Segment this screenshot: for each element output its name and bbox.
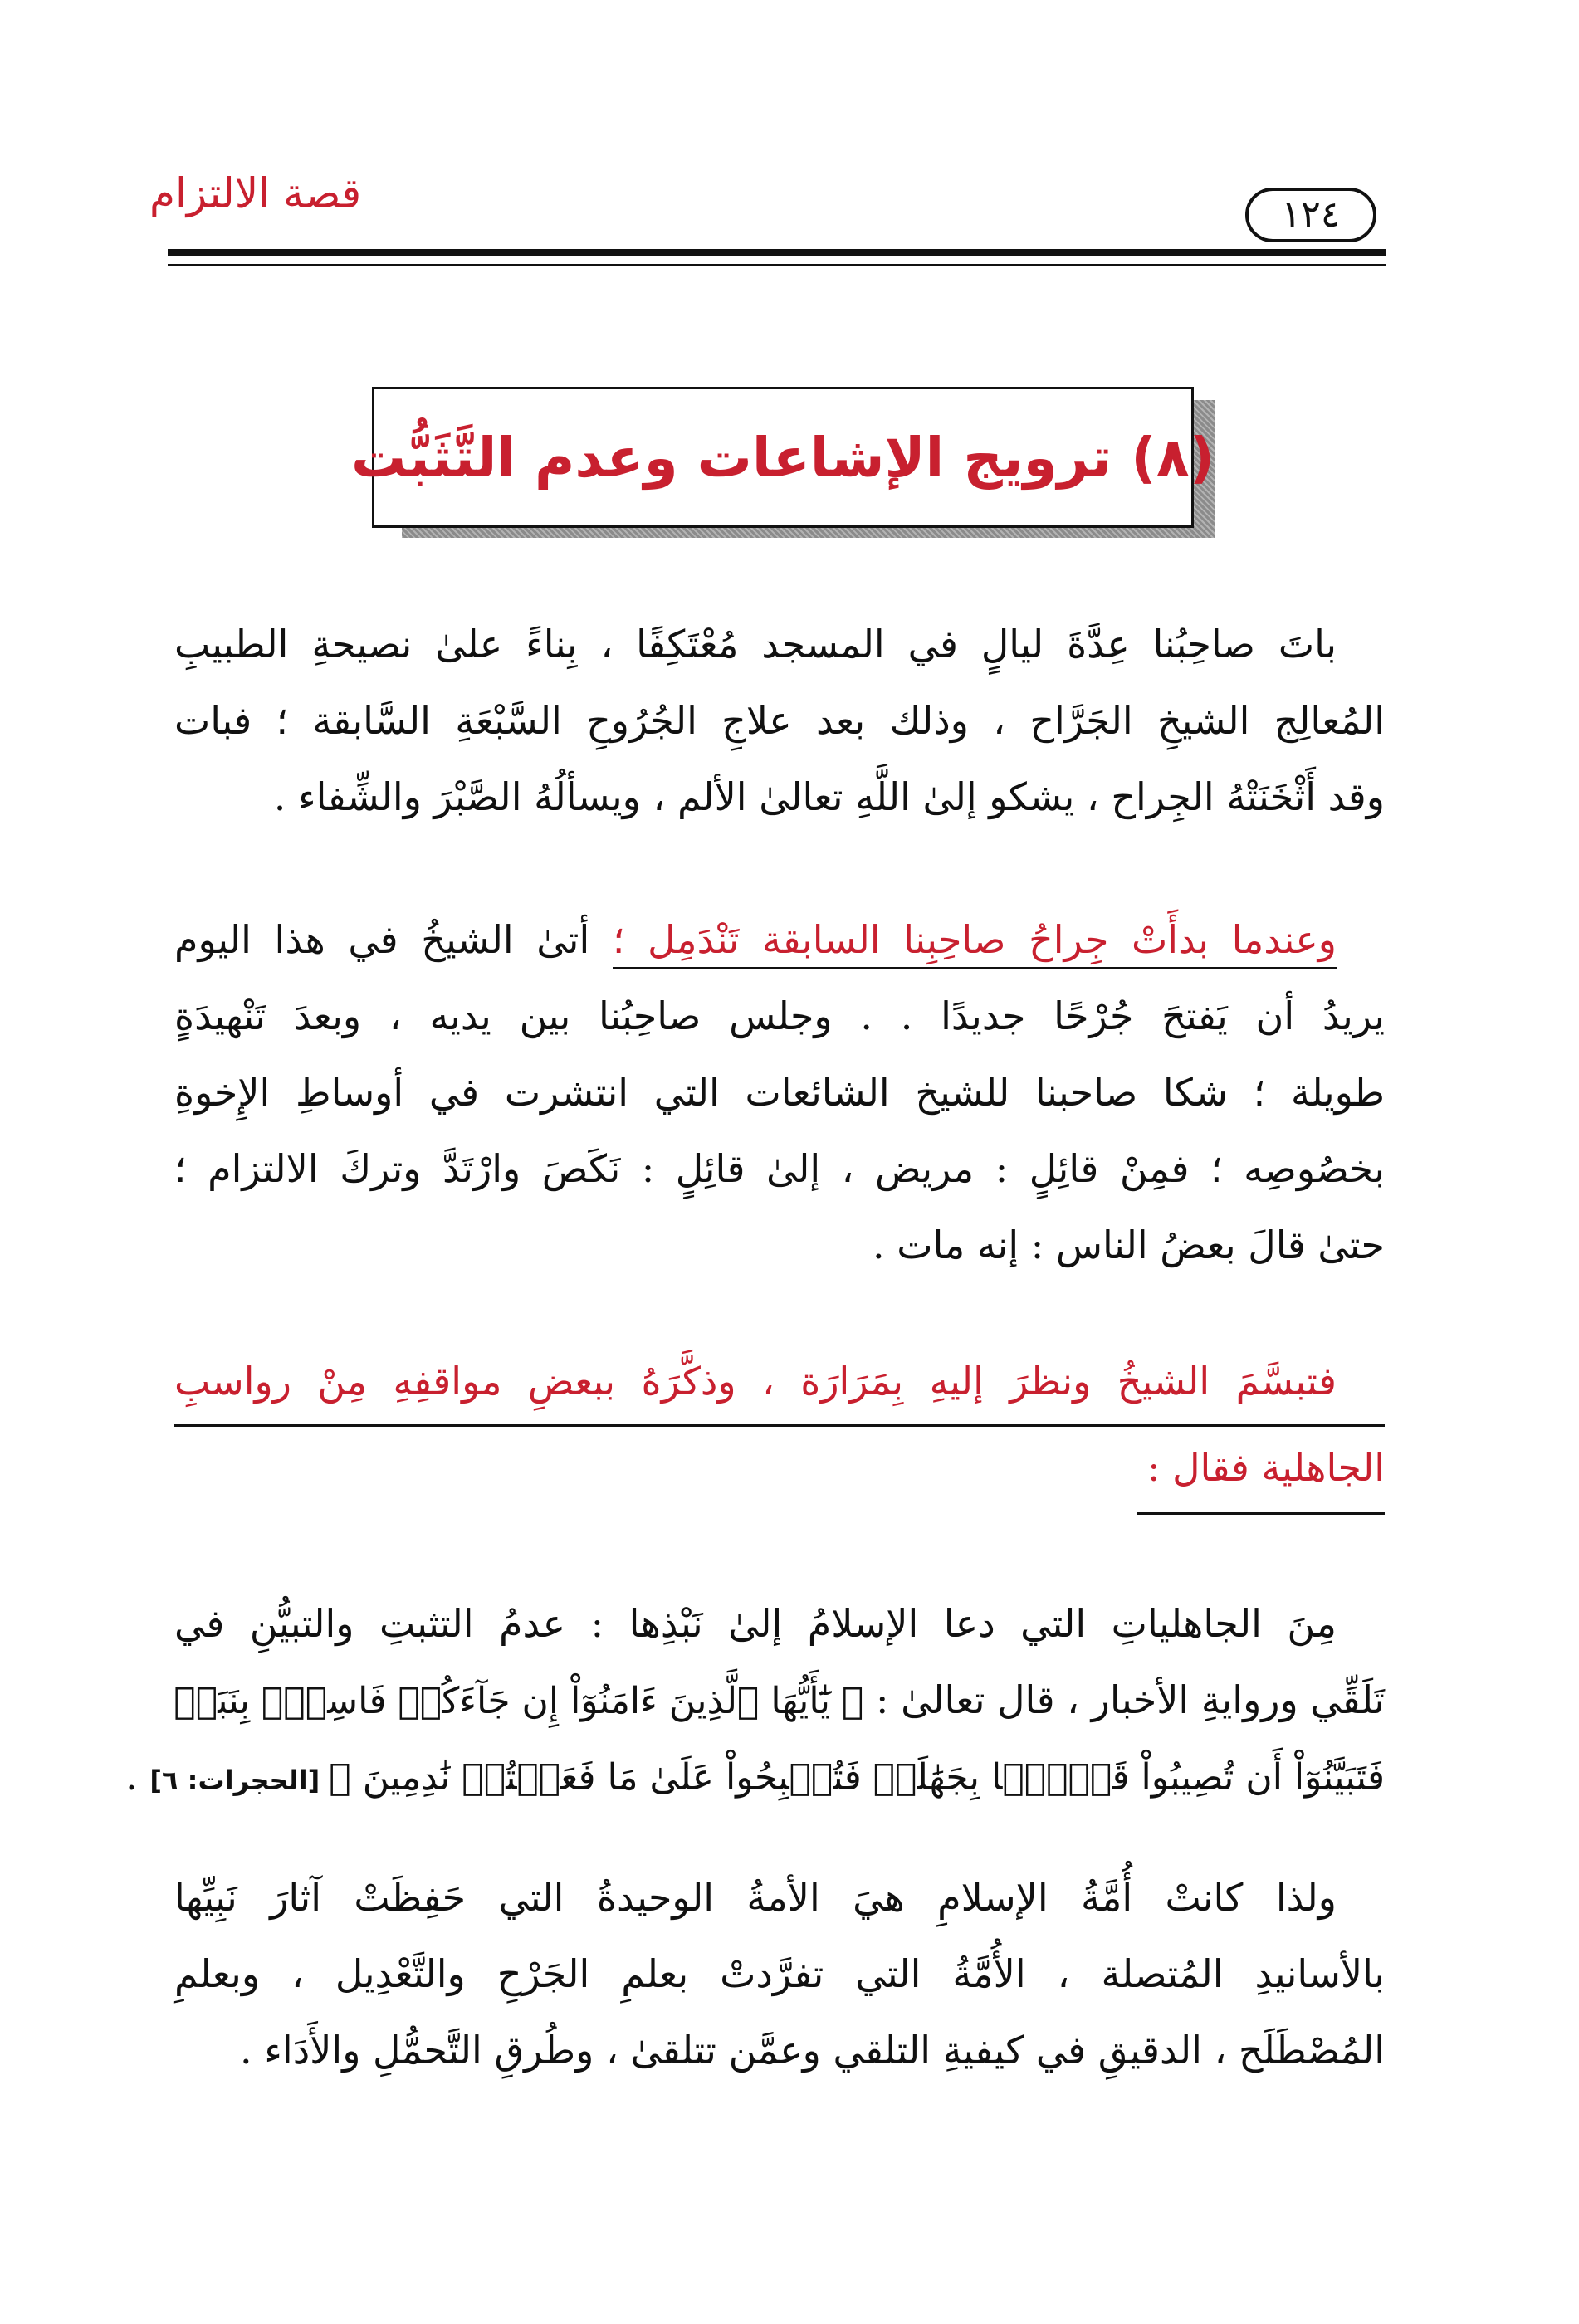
p2-line-5: حتىٰ قالَ بعضُ الناس : إنه مات . xyxy=(873,1223,1385,1267)
p2-line-4: بخصُوصِه ؛ فمِنْ قائِلٍ : مريض ، إلىٰ قائِلٍ : نَكَصَ وارْتَدَّ وتركَ الالتزام ؛ xyxy=(174,1146,1385,1191)
p5-line-1: ولذا كانتْ أُمَّةُ الإسلامِ هيَ الأمةُ الوحيدةُ التي حَفِظَتْ آثارَ نَبِيِّها xyxy=(174,1875,1337,1920)
p2-line-3: طويلة ؛ شكا صاحبنا للشيخ الشائعات التي انتشرت في أوساطِ الإِخوةِ xyxy=(174,1070,1385,1115)
p3-line-2: الجاهلية فقال : xyxy=(1147,1445,1385,1490)
p2-line-1-rest: أتىٰ الشيخُ في هذا اليوم xyxy=(174,917,613,962)
quran-reference: [الحجرات: ٦] xyxy=(149,1765,330,1796)
quran-verse-part-1: ﴿ يَٰٓأَيُّهَا ٱلَّذِينَ ءَامَنُوٓاْ إِن جَآءَكُمۡ فَاسِقُۢ بِنَبَإٖ xyxy=(174,1680,864,1722)
p5-line-3: المُصْطَلَح ، الدقيقِ في كيفيةِ التلقي وعمَّن تتلقىٰ ، وطُرقِ التَّحمُّلِ والأَدَاء . xyxy=(240,2028,1385,2073)
page-number: ١٢٤ xyxy=(1245,188,1376,242)
quran-verse-part-2: فَتَبَيَّنُوٓاْ أَن تُصِيبُواْ قَوۡمَۢا بِجَهَٰلَةٖ فَتُصۡبِحُواْ عَلَىٰ مَا فَعَلۡتُمۡ نَٰدِمِينَ ﴾ xyxy=(329,1756,1385,1799)
p4-line-1: مِنَ الجاهلياتِ التي دعا الإسلامُ إلىٰ نَبْذِها : عدمُ التثبتِ والتبيُّنِ في xyxy=(174,1601,1337,1646)
p1-line-3: وقد أَثْخَنَتْهُ الجِراح ، يشكو إلىٰ اللَّهِ تعالىٰ الألم ، ويسألُهُ الصَّبْرَ والشِّفاء . xyxy=(273,774,1385,819)
chapter-title-box xyxy=(350,387,1215,528)
p1-line-2: المُعالِج الشيخِ الجَرَّاح ، وذلك بعد علاجِ الجُرُوحِ السَّبْعَةِ السَّابقة ؛ فبات xyxy=(174,698,1385,743)
running-title: قصة الالتزام xyxy=(149,169,362,217)
p2-highlight: وعندما بدأَتْ جِراحُ صاحِبِنا السابقة تَنْدَمِل ؛ xyxy=(613,917,1337,969)
p4-line-3 xyxy=(125,1738,1385,1814)
p2-line-1 xyxy=(174,901,1385,978)
p3-underline-1 xyxy=(174,1424,1385,1427)
p4-line-2 xyxy=(174,1662,1385,1738)
p5-line-2: بالأسانيدِ المُتصلة ، الأُمَّةُ التي تفرَّدتْ بعلمِ الجَرْحِ والتَّعْدِيل ، وبعلمِ xyxy=(174,1951,1385,1996)
header-rule-thin xyxy=(168,264,1386,266)
p3-underline-2 xyxy=(1137,1512,1385,1515)
header-rule-thick xyxy=(168,249,1386,256)
p2-line-2: يريدُ أن يَفتحَ جُرْحًا جديدًا . . وجلس صاحِبُنا بين يديه ، وبعدَ تَنْهيدَةٍ xyxy=(174,994,1385,1038)
p4-line-3-end: . xyxy=(125,1754,150,1799)
p4-line-2-intro: تَلَقِّي وروايةِ الأخبار ، قال تعالىٰ : xyxy=(863,1677,1385,1722)
p3-line-1: فتبسَّمَ الشيخُ ونظرَ إليهِ بِمَرَارَة ، وذكَّرَهُ ببعضِ مواقفِهِ مِنْ رواسبِ xyxy=(174,1359,1337,1404)
chapter-title: (٨) ترويج الإشاعات وعدم التَّثَبُّت xyxy=(350,425,1215,490)
p1-line-1: باتَ صاحِبُنا عِدَّةَ ليالٍ في المسجد مُعْتَكِفًا ، بِناءً علىٰ نصيحةِ الطبيبِ xyxy=(174,622,1337,666)
